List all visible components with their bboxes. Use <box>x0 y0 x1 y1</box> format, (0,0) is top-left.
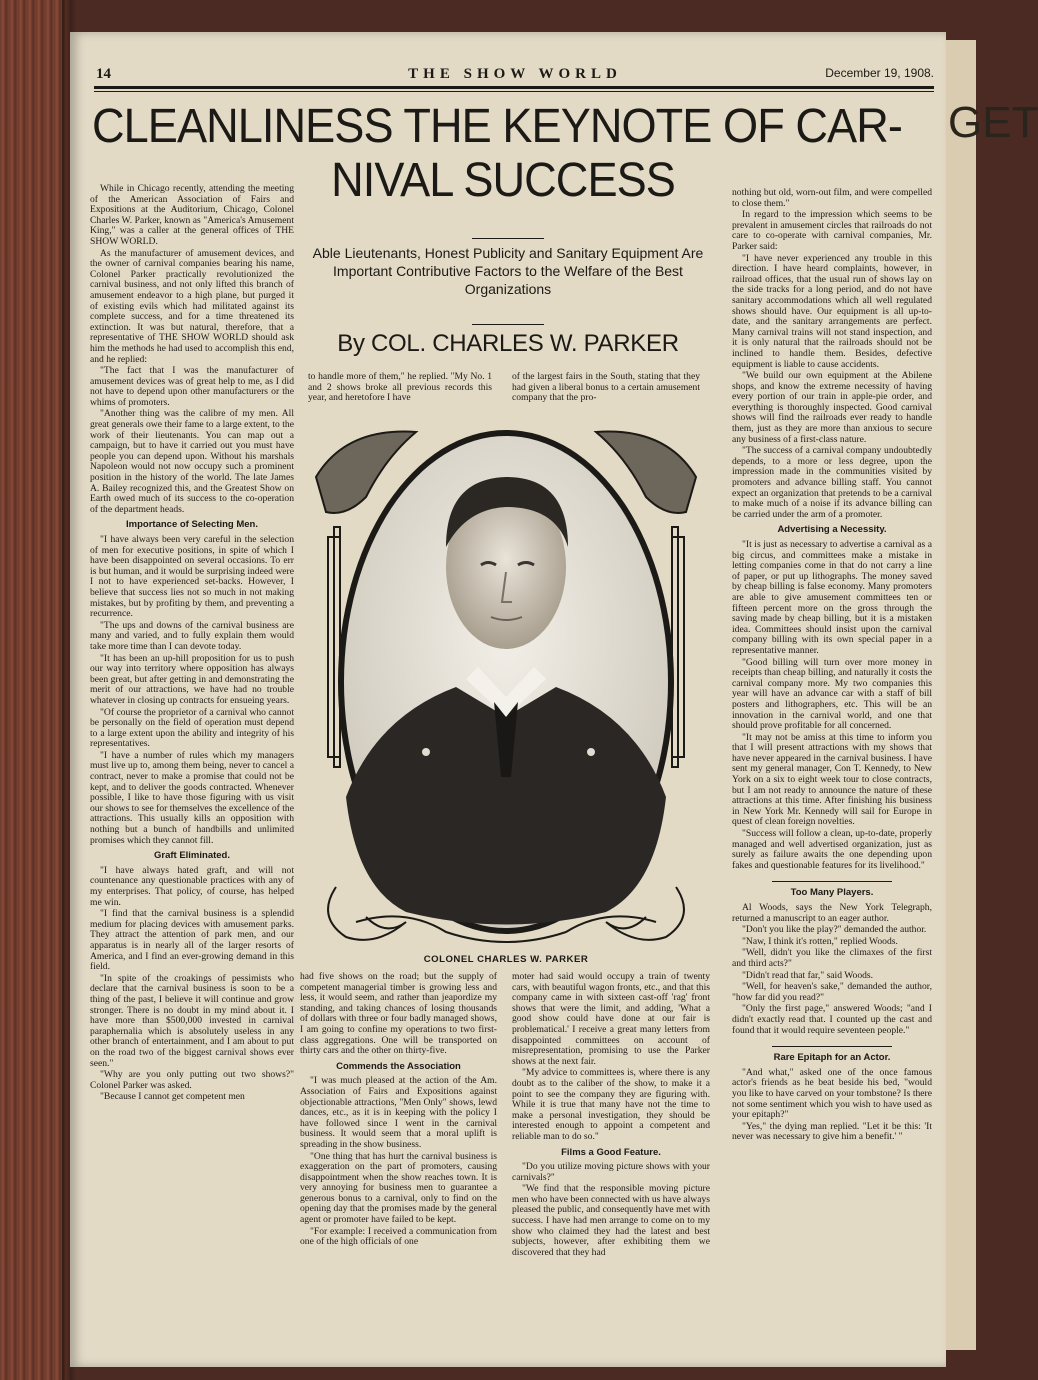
paragraph: "Do you utilize moving picture shows with your carnivals?" <box>512 1161 710 1183</box>
paragraph: moter had said would occupy a train of twenty cars, with beautiful wagon fronts, etc., and that this company came in with sixteen cast-off 'rag' front shows that were the limit, and adding, 'What a good show could have done at our fair is problematical.' I receive a great many letters from disappointed committees on account of misrepresentation, promising to use the Parker shows at the next fair. <box>512 971 710 1067</box>
paragraph: "Don't you like the play?" demanded the author. <box>742 924 927 936</box>
paragraph: "For example: I received a communication from one of the high officials of one <box>300 1225 497 1248</box>
paragraph: "The fact that I was the manufacturer of amusement devices was of great help to me, as I did not have to depend upon other manufacturers or the whims of promoters. <box>90 365 294 408</box>
subhead: Films a Good Feature. <box>561 1146 661 1158</box>
paragraph: "Another thing was the calibre of my men. All great generals owe their fame to a large extent, to the work of their lieutenants. You can map out a campaign, but to have it carried out you must have people you can depend upon. Without his marshals Napoleon would not now occupy such a prominent position in the history of the world. The late James A. Bailey recognized this, and the Greatest Show on Earth owed much of its success to the co-operation of the department heads. <box>90 408 294 515</box>
paragraph: "Only the first page," answered Woods; "and I didn't exactly read that. I counted up the cast and found that it would require seventeen people." <box>732 1003 932 1036</box>
paragraph: "We build our own equipment at the Abilene shops, and know the extreme necessity of having every portion of our train in apple-pie order, and everything is thoroughly inspected. Good carnival shows will find the railroads ever ready to handle them, just as they are more than anxious to secure any business of a first-class nature. <box>732 370 932 445</box>
paragraph: "It is just as necessary to advertise a carnival as a big circus, and committees make a mistake in letting companies come in that do not carry a line of paper, or put up lithographs. The money saved by cheap billing is false economy. Many promoters are able to give amusement committees ten or fifteen percent more on the gross through the saving made by cheap billing, but it is a mistaken idea. Committees should insist upon the carnival company billing with its own special paper in a representative manner. <box>732 539 932 656</box>
paragraph: "Naw, I think it's rotten," replied Woods. <box>742 935 898 947</box>
subhead: Advertising a Necessity. <box>777 524 887 536</box>
paragraph: Al Woods, says the New York Telegraph, returned a manuscript to an eager author. <box>732 902 932 924</box>
paragraph: "And what," asked one of the once famous actor's friends as he beat beside his bed, "would you like to have carved on your tombstone? Is there not some sentiment which you wish to have used as your epitaph?" <box>732 1066 932 1121</box>
paragraph: "Of course the proprietor of a carnival who cannot be personally on the field of operation must depend to a large extent upon the ability and integrity of his representatives. <box>90 706 294 750</box>
paragraph: "Well, for heaven's sake," demanded the author, "how far did you read?" <box>732 981 932 1003</box>
paragraph: "I find that the carnival business is a splendid medium for placing devices with amusement parks. They attract the attention of park men, and our apparatus is in nearly all of the larger resorts of America, and I find an ever-growing demand in this field. <box>90 908 294 973</box>
book-binding <box>0 0 70 1380</box>
paragraph: While in Chicago recently, attending the meeting of the American Association of Fairs and Expositions at the Auditorium, Chicago, Colonel Charles W. Parker, known as "America's Amusement King," was a caller at the general offices of THE SHOW WORLD. <box>90 183 294 247</box>
byline: By COL. CHARLES W. PARKER <box>337 330 679 357</box>
paragraph: "One thing that has hurt the carnival business is exaggeration on the part of promoters, causing disappointment when the show reaches town. It is very annoying for business men to guarantee a generous bonus to a carnival, only to find on the opening day that the promises made by the general agent or promoter have failed to be kept. <box>300 1150 497 1226</box>
paragraph: "It has been an up-hill proposition for us to push our way into territory where opposition has always been great, but after getting in and demonstrating the merit of our attractions, we have had no trouble whatever in closing up contracts for ensueing years. <box>90 652 294 706</box>
paragraph: "Well, didn't you like the climaxes of the first and third acts?" <box>732 947 932 969</box>
paragraph: In regard to the impression which seems to be prevalent in amusement circles that railroads do not care to co-operate with carnival companies, Mr. Parker said: <box>732 209 932 252</box>
paragraph: to handle more of them," he replied. "My No. 1 and 2 shows broke all previous records this year, and heretofore I have <box>308 371 492 404</box>
paragraph: "In spite of the croakings of pessimists who declare that the carnival business is soon to be a thing of the past, I believe it will continue and grow stronger. There is no doubt in my mind about it. I have more than $500,000 invested in carnival paraphernalia which is absolutely useless in any other branch of entertainment, and I am about to put on the road two of the biggest carnival shows ever seen." <box>90 972 294 1069</box>
column-3-bottom <box>512 972 710 1259</box>
header-rule-thin <box>94 91 934 92</box>
paragraph: had five shows on the road; but the supply of competent managerial timber is growing less and less, it would seem, and rather than jeapordize my standing, and taking chances of losing thousands of dollars with three or four badly managed shows, I am going to confine my operations to two first-class aggregations. One will be transported on thirty cars and the other on thirty-five. <box>300 971 497 1057</box>
paragraph: "I have never experienced any trouble in this direction. I have heard complaints, however, in railroad offices, that the usual run of shows lay on the side tracks for a long period, and do not have sanitary accommodations which all well regulated shows should have. Our equipment is all up-to-date, and the sanitary arrangements are perfect. Many carnival trains will not stand inspection, and it is only natural that the railroads should not be inclined to handle them. Besides, defective equipment is liable to cause accidents. <box>732 252 932 370</box>
paragraph: "My advice to committees is, where there is any doubt as to the caliber of the show, to make it a point to see the company they are figuring with. While it is true that many have not the time to make a personal investigation, they should be interested enough to appoint a competent and reliable man to do so." <box>512 1067 710 1142</box>
issue-date: December 19, 1908. <box>825 66 934 80</box>
headline-line-1: CLEANLINESS THE KEYNOTE OF CAR- <box>92 100 902 153</box>
paragraph: "I have a number of rules which my managers must live up to, among them being, never to cancel a contract, never to make a promise that could not be kept, and to deliver the goods contracted. Whenever possible, I like to have those figuring with us visit our shows to see for themselves the excellence of the attractions. This usually kills an opposition with nothing but a bunch of handbills and unlimited promises which they cannot fill. <box>90 749 294 846</box>
paragraph: "I have always hated graft, and will not countenance any questionable practices with any of my enterprises. That policy, of course, has helped me win. <box>90 864 294 908</box>
paragraph: "Success will follow a clean, up-to-date, properly managed and well advertised organization, just as surely as failure awaits the one depending upon fakes and questionable features for its livelihood." <box>732 828 932 871</box>
paragraph: "Good billing will turn over more money in receipts than cheap billing, and naturally it costs the carnival company more. My two companies this year will have an advance car with a staff of bill posters and lithographers, etc. This will be an innovation in the carnival world, and one that should prove profitable for all concerned. <box>732 656 932 732</box>
paragraph: "Because I cannot get competent men <box>100 1091 245 1103</box>
paragraph: "We find that the responsible moving picture men who have been connected with us have always pleased the public, and consequently have met with success. I have had men arrange to come on to my show who claimed they had the latest and best subjects, however, after exhibiting them we discovered that they had <box>512 1183 710 1258</box>
paragraph: As the manufacturer of amusement devices, and the owner of carnival companies bearing his name, Colonel Parker practically revolutionized the carnival business, and not only lifted this branch of amusement endeavor to a high plane, but purged it of existing evils which had militated against its complete success, and for a time threatened its extinction. It was but natural, therefore, that a representative of THE SHOW WORLD should ask him the methods he had used to accomplish this end, and he replied: <box>90 247 294 365</box>
paragraph: "I have always been very careful in the selection of men for executive positions, in spite of which I have been disappointed on several occasions. To err is but human, and it would be surprising indeed were I not to have experienced set-backs. However, I believe that success lies not so much in not making mistakes, but by profiting by them, and preventing a recurrence. <box>90 534 294 620</box>
next-page-fragment: GET <box>948 98 1038 147</box>
section-divider <box>772 881 892 882</box>
subhead: Importance of Selecting Men. <box>126 519 258 531</box>
next-page-edge <box>944 40 1038 1350</box>
paragraph: "Didn't read that far," said Woods. <box>742 969 874 981</box>
paragraph: nothing but old, worn-out film, and were compelled to close them." <box>732 187 932 209</box>
header-rule-thick <box>94 86 934 89</box>
paragraph: "The success of a carnival company undoubtedly depends, to a more or less degree, upon the impression made in the communities visited by promoters and advance billing staff. You cannot expect an organization that pretends to be a carnival to make much of a noise if its advance billing can be carried under the arm of a promoter. <box>732 445 932 520</box>
page-number: 14 <box>96 66 111 82</box>
column-2-bottom <box>300 972 497 1249</box>
article-deck: Able Lieutenants, Honest Publicity and Sanitary Equipment Are Important Contributive Factors to the Welfare of the Best Organizations <box>312 245 704 297</box>
subhead: Rare Epitaph for an Actor. <box>773 1052 891 1064</box>
paragraph: "I was much pleased at the action of the Am. Association of Fairs and Expositions against objectionable attractions, "Men Only" shows, lewd dances, etc., as it is in keeping with the policy I have followed since I went in the carnival business. It would seem that a moral uplift is spreading in the show business. <box>300 1075 497 1150</box>
paragraph: of the largest fairs in the South, stating that they had given a liberal bonus to a certain amusement company that the pro- <box>512 371 700 404</box>
paragraph: "Why are you only putting out two shows?" Colonel Parker was asked. <box>90 1069 294 1091</box>
column-1 <box>90 184 294 1104</box>
subhead: Commends the Association <box>336 1060 461 1072</box>
column-4 <box>732 188 932 1144</box>
paragraph: "It may not be amiss at this time to inform you that I will present attractions with my shows that have never appeared in the carnival business. I have sent my general manager, Con T. Kennedy, to New York on a six to eight week tour to close contracts, but I am not ready to announce the nature of these attractions at this time. After finishing his business in New York Mr. Kennedy will sail for Europe in quest of clean foreign novelties. <box>732 731 932 828</box>
subhead: Too Many Players. <box>790 887 874 899</box>
subhead: Graft Eliminated. <box>153 850 230 862</box>
section-divider <box>772 1046 892 1047</box>
headline-line-2: NIVAL SUCCESS <box>331 154 675 207</box>
column-3-top <box>512 372 700 405</box>
publication-title: THE SHOW WORLD <box>408 66 622 82</box>
paragraph: "The ups and downs of the carnival business are many and varied, and to fully explain them would take more time than I can devote today. <box>90 619 294 652</box>
paragraph: "Yes," the dying man replied. "Let it be this: 'It never was necessary to give him a benefit.' " <box>732 1120 932 1143</box>
deck-rule-top <box>472 238 544 239</box>
portrait-illustration <box>306 417 706 952</box>
newspaper-page <box>70 32 946 1367</box>
deck-rule-bottom <box>472 324 544 325</box>
photo-caption: COLONEL CHARLES W. PARKER <box>423 954 589 965</box>
column-2-top <box>308 372 492 405</box>
